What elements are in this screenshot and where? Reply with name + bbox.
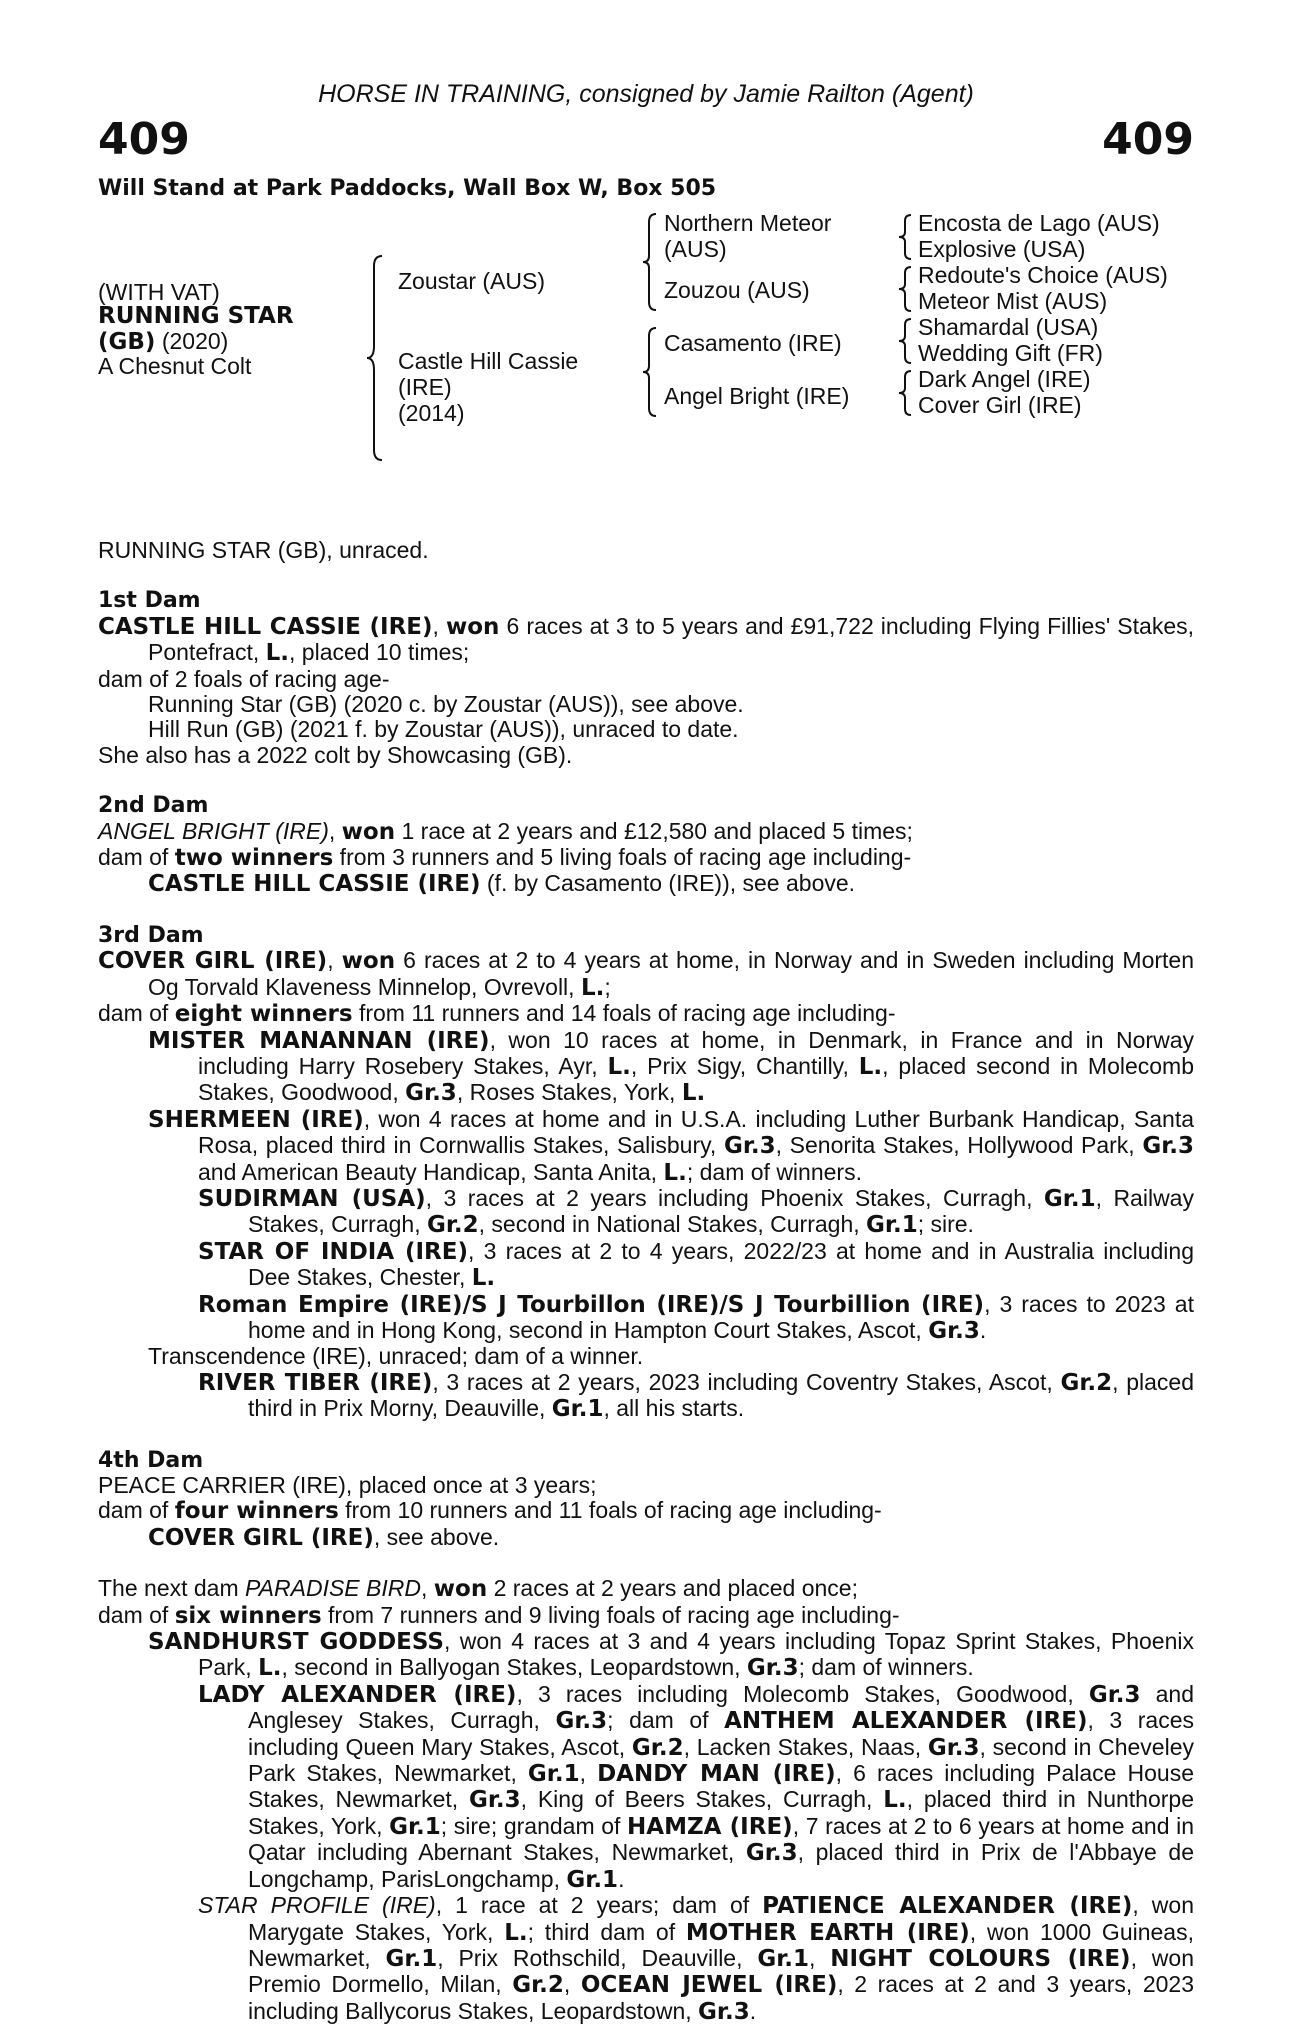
ss-sire: Encosta de Lago (AUS)	[918, 210, 1160, 236]
produce-item: STAR PROFILE (IRE), 1 race at 2 years; dam of PATIENCE ALEXANDER (IRE), won Marygate Stakes, York, L.; third dam of MOTHER EARTH (IRE), won 1000 Guineas, Newmarket, Gr.1, Prix Rothschild, Deauville, Gr.1, NIGHT COLOURS (IRE), won Premio Dormello, Milan, Gr.2, OCEAN JEWEL (IRE), 2 races at 2 and 3 years, 2023 including Ballycorus Stakes, Leopardstown, Gr.3.	[198, 1892, 1195, 2025]
gen1-brace	[366, 254, 388, 462]
fourth-dam-record: PEACE CARRIER (IRE), placed once at 3 years;	[98, 1472, 597, 1498]
first-dam-heading: 1st Dam	[98, 588, 201, 614]
ds-dam: Wedding Gift (FR)	[918, 340, 1103, 366]
horse-year: (2020)	[155, 328, 229, 354]
sd-sire: Redoute's Choice (AUS)	[918, 262, 1168, 288]
ds-sire: Shamardal (USA)	[918, 314, 1099, 340]
first-dam-record: CASTLE HILL CASSIE (IRE), won 6 races at 3 to 5 years and £91,722 including Flying Fillies' Stakes, Pontefract, L., placed 10 times;	[98, 612, 1195, 667]
sire-sire-line2: (AUS)	[664, 236, 727, 262]
produce-item: COVER GIRL (IRE), see above.	[148, 1523, 500, 1551]
horse-country: (GB)	[98, 329, 156, 355]
dam-line2: (IRE)	[398, 374, 452, 400]
dd-dam: Cover Girl (IRE)	[918, 392, 1082, 418]
third-dam-produce: dam of eight winners from 11 runners and 14 foals of racing age including-	[98, 1000, 896, 1028]
produce-item: LADY ALEXANDER (IRE), 3 races including Molecomb Stakes, Goodwood, Gr.3 and Anglesey Stakes, Curragh, Gr.3; dam of ANTHEM ALEXANDER (IRE), 3 races including Queen Mary Stakes, Ascot, Gr.2, Lacken Stakes, Naas, Gr.3, second in Cheveley Park Stakes, Newmarket, Gr.1, DANDY MAN (IRE), 6 races including Palace House Stakes, Newmarket, Gr.3, King of Beers Stakes, Curragh, L., placed third in Nunthorpe Stakes, York, Gr.1; sire; grandam of HAMZA (IRE), 7 races at 2 to 6 years at home and in Qatar including Abernant Stakes, Newmarket, Gr.3, placed third in Prix de l'Abbaye de Longchamp, ParisLongchamp, Gr.1.	[198, 1680, 1195, 1893]
lot-number-right: 409	[1102, 114, 1194, 165]
dd-sire: Dark Angel (IRE)	[918, 366, 1091, 392]
fourth-dam-heading: 4th Dam	[98, 1447, 204, 1473]
dam-sire: Casamento (IRE)	[664, 330, 842, 356]
produce-item: SHERMEEN (IRE), won 4 races at home and in U.S.A. including Luther Burbank Handicap, Santa Rosa, placed third in Cornwallis Stakes, Salisbury, Gr.3, Senorita Stakes, Hollywood Park, Gr.3 and American Beauty Handicap, Santa Anita, L.; dam of winners.	[148, 1105, 1194, 1186]
produce-item: SUDIRMAN (USA), 3 races at 2 years including Phoenix Stakes, Curragh, Gr.1, Railway Stakes, Curragh, Gr.2, second in National Stakes, Curragh, Gr.1; sire.	[198, 1184, 1194, 1239]
foal-item: Running Star (GB) (2020 c. by Zoustar (AUS)), see above.	[148, 691, 744, 718]
sire-sire-line1: Northern Meteor	[664, 210, 832, 236]
produce-item: CASTLE HILL CASSIE (IRE) (f. by Casamento (IRE)), see above.	[148, 870, 856, 898]
first-dam-note: She also has a 2022 colt by Showcasing (GB).	[98, 741, 573, 768]
horse-name-line2	[98, 328, 228, 356]
stabling-location: Will Stand at Park Paddocks, Wall Box W, Box 505	[98, 176, 717, 201]
sd-dam: Meteor Mist (AUS)	[918, 288, 1108, 314]
produce-item: MISTER MANANNAN (IRE), won 10 races at home, in Denmark, in France and in Norway including Harry Rosebery Stakes, Ayr, L., Prix Sigy, Chantilly, L., placed second in Molecomb Stakes, Goodwood, Gr.3, Roses Stakes, York, L.	[148, 1026, 1195, 1107]
horse-name: RUNNING STAR	[98, 303, 294, 329]
next-dam-produce: dam of six winners from 7 runners and 9 living foals of racing age including-	[98, 1601, 900, 1629]
dam-dam: Angel Bright (IRE)	[664, 383, 850, 409]
ss-dam: Explosive (USA)	[918, 236, 1086, 262]
pedigree-chart	[98, 202, 1214, 502]
pedigree-notes	[98, 538, 1194, 2025]
lot-number-left: 409	[98, 114, 190, 165]
race-record-intro: RUNNING STAR (GB), unraced.	[98, 537, 429, 563]
produce-item: RIVER TIBER (IRE), 3 races at 2 years, 2023 including Coventry Stakes, Ascot, Gr.2, placed third in Prix Morny, Deauville, Gr.1, all his starts.	[198, 1368, 1194, 1423]
gen3-brace-1	[898, 213, 914, 261]
produce-item: STAR OF INDIA (IRE), 3 races at 2 to 4 years, 2022/23 at home and in Australia including Dee Stakes, Chester, L.	[198, 1237, 1194, 1292]
horse-description: A Chesnut Colt	[98, 353, 252, 379]
catalogue-page	[98, 80, 1195, 2025]
gen2-brace-dam	[642, 326, 660, 418]
produce-item: SANDHURST GODDESS, won 4 races at 3 and 4 years including Topaz Sprint Stakes, Phoenix Park, L., second in Ballyogan Stakes, Leopardstown, Gr.3; dam of winners.	[148, 1628, 1194, 1682]
second-dam-produce: dam of two winners from 3 runners and 5 living foals of racing age including-	[98, 844, 912, 872]
produce-item: Transcendence (IRE), unraced; dam of a winner.	[148, 1343, 644, 1370]
gen3-brace-2	[898, 265, 914, 313]
gen2-brace-sire	[642, 212, 660, 312]
produce-item: Roman Empire (IRE)/S J Tourbillon (IRE)/S J Tourbillion (IRE), 3 races to 2023 at home and in Hong Kong, second in Hampton Court Stakes, Ascot, Gr.3.	[198, 1290, 1194, 1344]
dam-line1: Castle Hill Cassie	[398, 348, 579, 374]
dam-line3: (2014)	[398, 400, 465, 426]
vat-note: (WITH VAT)	[98, 279, 220, 305]
fourth-dam-produce: dam of four winners from 10 runners and 11 foals of racing age including-	[98, 1497, 882, 1525]
next-dam-record: The next dam PARADISE BIRD, won 2 races at 2 years and placed once;	[98, 1575, 858, 1603]
consignor-header: HORSE IN TRAINING, consigned by Jamie Railton (Agent)	[318, 80, 974, 108]
gen3-brace-3	[898, 317, 914, 365]
third-dam-heading: 3rd Dam	[98, 922, 204, 948]
first-dam-foals-line: dam of 2 foals of racing age-	[98, 665, 390, 692]
gen3-brace-4	[898, 369, 914, 417]
second-dam-heading: 2nd Dam	[98, 793, 209, 819]
second-dam-record: ANGEL BRIGHT (IRE), won 1 race at 2 years and £12,580 and placed 5 times;	[98, 817, 913, 845]
sire: Zoustar (AUS)	[398, 268, 545, 294]
third-dam-record: COVER GIRL (IRE), won 6 races at 2 to 4 years at home, in Norway and in Sweden including Morten Og Torvald Klaveness Minnelop, Ovrevoll, L.;	[98, 947, 1195, 1001]
foal-item: Hill Run (GB) (2021 f. by Zoustar (AUS)), unraced to date.	[148, 716, 739, 743]
sire-dam: Zouzou (AUS)	[664, 277, 810, 303]
